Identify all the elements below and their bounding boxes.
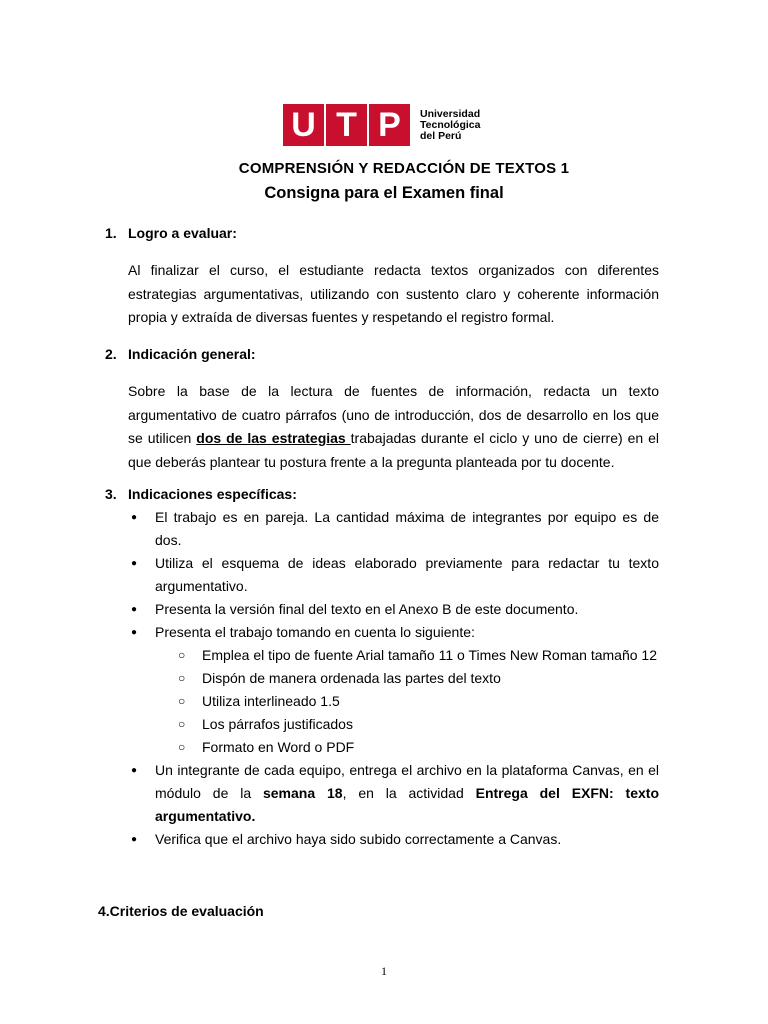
section-3-title: Indicaciones específicas:: [128, 486, 297, 502]
list-item: ● Presenta la versión final del texto en el Anexo B de este documento.: [128, 598, 659, 621]
week-label: semana 18: [262, 785, 343, 801]
sub-list-item: ○ Los párrafos justificados: [155, 713, 659, 736]
logo-name-line-2: Tecnológica: [420, 118, 481, 131]
sub-list-item: ○ Formato en Word o PDF: [155, 736, 659, 759]
logo-name-line-3: del Perú: [420, 129, 462, 142]
sub-list-item: ○ Utiliza interlineado 1.5: [155, 690, 659, 713]
list-item-text: , en la actividad: [342, 785, 476, 801]
list-item-text: Presenta el trabajo tomando en cuenta lo siguiente:: [155, 624, 475, 640]
page-number: 1: [381, 964, 387, 978]
format-requirements-list: [155, 644, 659, 759]
section-2-emphasis: dos de las estrategias: [196, 430, 351, 446]
logo-letter-u: U: [283, 104, 324, 146]
utp-logo: [283, 104, 480, 146]
section-1-number: 1.: [105, 225, 117, 241]
section-2-text-before: Sobre la base de la lectura de fuentes de información, redacta un texto argumentativo de cuatro párrafos (uno de introducción, dos de desarrollo en los que se utilicen: [128, 383, 659, 446]
section-1-paragraph: Al finalizar el curso, el estudiante redacta textos organizados con diferentes estrategias argumentativas, utilizando con sustento claro y coherente información propia y extraída de diversas fuentes y respetando el registro formal.: [128, 262, 659, 325]
section-2-heading: [105, 346, 256, 362]
section-1-heading: [105, 225, 237, 241]
list-item: ● Utiliza el esquema de ideas elaborado previamente para redactar tu texto argumentativo.: [128, 552, 659, 598]
sub-list-item: ○ Emplea el tipo de fuente Arial tamaño 11 o Times New Roman tamaño 12: [155, 644, 659, 667]
activity-label: Entrega del EXFN: texto argumentativo.: [155, 785, 660, 824]
list-item: [128, 621, 659, 759]
document-subtitle: Consigna para el Examen final: [264, 184, 504, 202]
logo-name-line-1: Universidad: [420, 107, 481, 120]
specific-instructions-list: [128, 506, 659, 851]
section-1-title: Logro a evaluar:: [128, 225, 237, 241]
list-item: ● El trabajo es en pareja. La cantidad máxima de integrantes por equipo es de dos.: [128, 506, 659, 552]
sub-list-item: ○ Dispón de manera ordenada las partes del texto: [155, 667, 659, 690]
course-title: COMPRENSIÓN Y REDACCIÓN DE TEXTOS 1: [238, 160, 570, 177]
logo-letter-t: T: [326, 104, 367, 146]
section-4-heading: 4.Criterios de evaluación: [98, 903, 264, 919]
list-item-text: Un integrante de cada equipo, entrega el archivo en la plataforma Canvas, en el módulo de la: [155, 762, 659, 801]
section-2-paragraph: [128, 380, 659, 474]
list-item: [128, 759, 659, 828]
logo-letter-p: P: [369, 104, 410, 146]
section-2-number: 2.: [105, 346, 117, 362]
section-3-heading: [105, 486, 297, 502]
section-2-title: Indicación general:: [128, 346, 256, 362]
section-3-number: 3.: [105, 486, 117, 502]
section-2-text-after: trabajadas durante el ciclo y uno de cierre) en el que deberás plantear tu postura frente a la pregunta planteada por tu docente.: [128, 430, 659, 470]
list-item: ● Verifica que el archivo haya sido subido correctamente a Canvas.: [128, 828, 659, 851]
logo-university-name: [420, 109, 480, 142]
